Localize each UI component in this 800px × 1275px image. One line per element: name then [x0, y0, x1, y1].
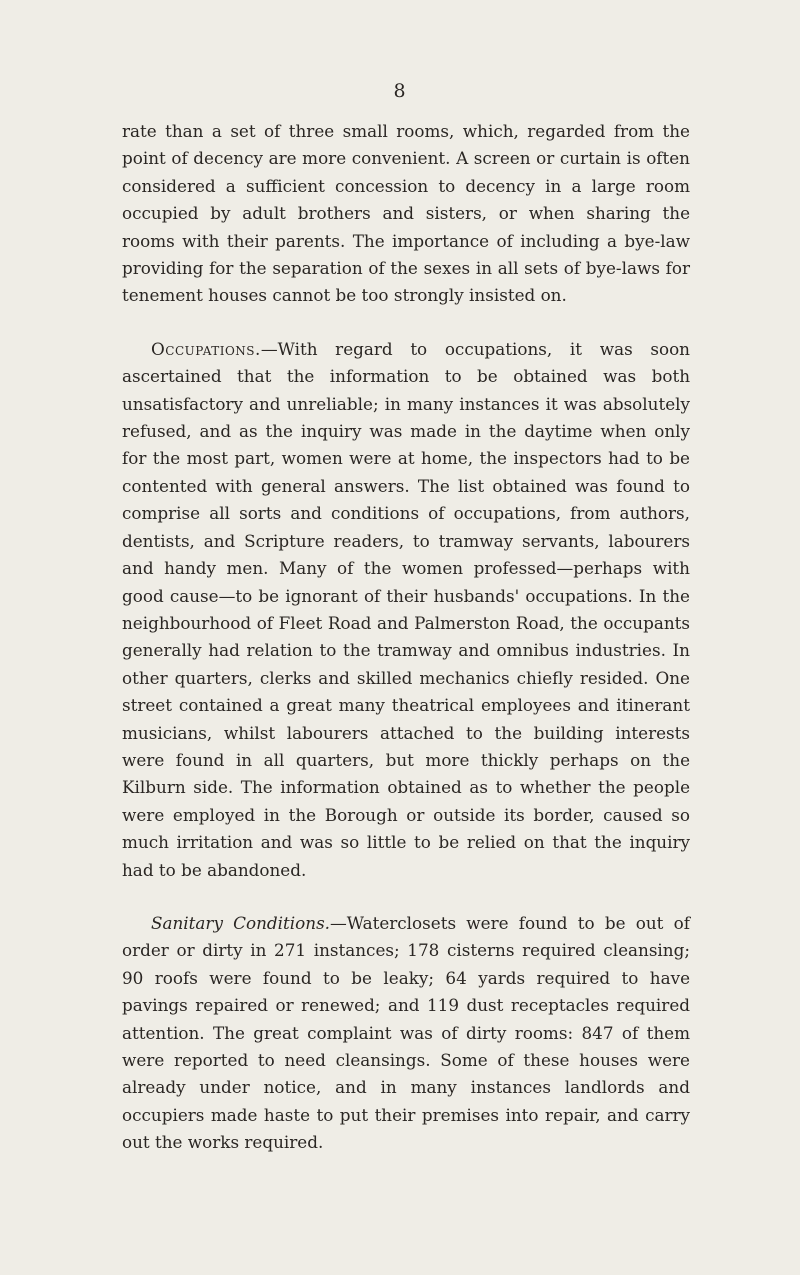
section-heading-occupations: Occupations. [151, 338, 261, 359]
page-number: 8 [393, 80, 407, 102]
paragraph-text: —Waterclosets were found to be out of order or dirty in 271 instances; 178 cisterns required cleansing; 90 roofs were found to be leaky; 64 yards required to have pavings repaired or renewed; and 119 dust receptacles required attention. The great complaint was of dirty rooms: 847 of them were reported to need cleansings. Some of these houses were already under notice, and in many instances landlords and occupiers made haste to put their premises into repair, and carry out the works required. [122, 912, 690, 1153]
paragraph-text: rate than a set of three small rooms, which, regarded from the point of decency are more convenient. A screen or curtain is often considered a sufficient concession to decency in a large room occupied by adult brothers and sisters, or when sharing the rooms with their parents. The importance of including a bye-law providing for the separation of the sexes in all sets of bye-laws for tenement houses cannot be too strongly insisted on. [122, 121, 690, 306]
section-heading-sanitary-conditions: Sanitary Conditions. [151, 912, 331, 933]
paragraph-occupations [122, 336, 690, 884]
paragraph-text: —With regard to occupations, it was soon ascertained that the information to be obtained was both unsatisfactory and unreliable; in many instances it was absolutely refused, and as the inquiry was made in the daytime when only for the most part, women were at home, the inspectors had to be contented with general answers. The list obtained was found to comprise all sorts and conditions of occupations, from authors, dentists, and Scripture readers, to tramway servants, labourers and handy men. Many of the women professed—perhaps with good cause—to be ignorant of their husbands' occupations. In the neighbourhood of Fleet Road and Palmerston Road, the occupants generally had relation to the tramway and omnibus industries. In other quarters, clerks and skilled mechanics chiefly resided. One street contained a great many theatrical employees and itinerant musicians, whilst labourers attached to the building interests were found in all quarters, but more thickly perhaps on the Kilburn side. The information obtained as to whether the people were employed in the Borough or outside its border, caused so much irritation and was so little to be relied on that the inquiry had to be abandoned. [122, 338, 690, 880]
paragraph-overcrowding [122, 118, 690, 310]
body-text [122, 118, 690, 1157]
paragraph-sanitary-conditions [122, 910, 690, 1157]
